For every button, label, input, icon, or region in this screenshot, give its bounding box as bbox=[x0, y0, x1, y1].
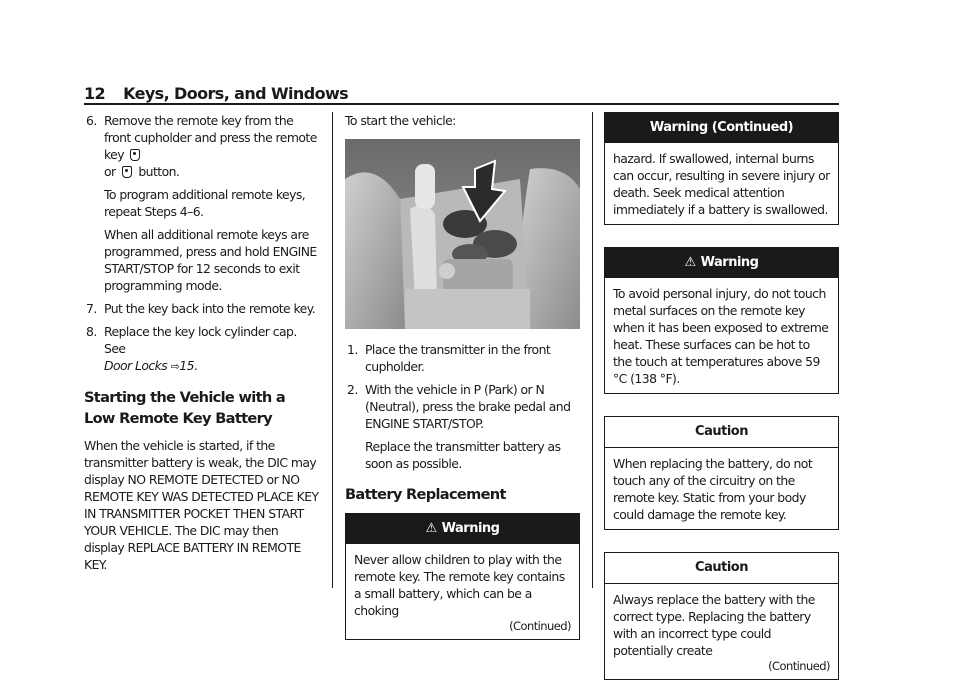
door-locks-link[interactable]: Door Locks bbox=[104, 358, 168, 373]
step-6 bbox=[84, 112, 319, 294]
cupholder-photo bbox=[345, 139, 580, 329]
step-7 bbox=[84, 300, 319, 317]
section-body-low-battery: When the vehicle is started, if the transmitter battery is weak, the DIC may display NO REMOTE DETECTED or NO REMOTE KEY WAS DETECTED PLACE KEY IN TRANSMITTER POCKET THEN START YOUR VEHICLE. The DIC may then display REPLACE BATTERY IN REMOTE KEY. bbox=[84, 438, 319, 572]
warning-header: ⚠ Warning bbox=[605, 248, 838, 278]
warning-continued-header: Warning (Continued) bbox=[605, 113, 838, 143]
punctuation: . bbox=[193, 358, 198, 373]
page-number: 12 bbox=[84, 84, 106, 103]
caution-box-1 bbox=[604, 416, 839, 530]
intro-text: To start the vehicle: bbox=[345, 113, 456, 128]
column-2 bbox=[345, 112, 580, 640]
warning-icon: ⚠ bbox=[684, 255, 696, 270]
column-1 bbox=[84, 112, 319, 579]
step-text: With the vehicle in P (Park) or N (Neutral), press the brake pedal and ENGINE START/STOP. bbox=[365, 382, 571, 431]
page-ref-number[interactable]: 15 bbox=[179, 358, 194, 373]
caution-header: Caution bbox=[605, 417, 838, 448]
column-3 bbox=[604, 112, 839, 680]
column-divider-1 bbox=[332, 112, 333, 588]
step-text: Place the transmitter in the front cupholder. bbox=[365, 342, 551, 374]
header-rule bbox=[84, 103, 839, 105]
unlock-icon bbox=[122, 166, 132, 178]
step-number: 8. bbox=[86, 324, 97, 339]
step-text-or: or bbox=[104, 164, 116, 179]
step-number: 1. bbox=[347, 342, 358, 357]
step-text: Put the key back into the remote key. bbox=[104, 301, 316, 316]
warning-icon: ⚠ bbox=[425, 521, 437, 536]
caution-box-2 bbox=[604, 552, 839, 680]
warning-continued-box bbox=[604, 112, 839, 225]
warning-box-1 bbox=[345, 513, 580, 640]
step-1 bbox=[345, 341, 580, 375]
continued-label: (Continued) bbox=[768, 659, 830, 673]
step-number: 2. bbox=[347, 382, 358, 397]
step-8 bbox=[84, 323, 319, 375]
warning-body: Never allow children to play with the remote key. The remote key contains a small battery, which can be a choking (Continued) bbox=[354, 552, 571, 633]
warning-continued-body: hazard. If swallowed, internal burns can occur, resulting in severe injury or death. Seek medical attention immediately if a battery is swallowed. bbox=[613, 151, 830, 217]
step-number: 6. bbox=[86, 113, 97, 128]
page-header bbox=[84, 84, 839, 103]
step-text-button: button. bbox=[138, 164, 180, 179]
warning-header: ⚠ Warning bbox=[346, 514, 579, 544]
column-divider-2 bbox=[592, 112, 593, 588]
section-title-low-battery: Starting the Vehicle with a Low Remote Key Battery bbox=[84, 389, 286, 427]
step-text: Replace the key lock cylinder cap. See bbox=[104, 324, 297, 356]
chapter-title: Keys, Doors, and Windows bbox=[123, 84, 349, 103]
step-2 bbox=[345, 381, 580, 472]
caution-body: When replacing the battery, do not touch any of the circuitry on the remote key. Static from your body could damage the remote key. bbox=[613, 456, 813, 522]
caution-header: Caution bbox=[605, 553, 838, 584]
step-6-note-2: When all additional remote keys are programmed, press and hold ENGINE START/STOP for 12 seconds to exit programming mode. bbox=[104, 227, 317, 293]
step-6-note-1: To program additional remote keys, repeat Steps 4–6. bbox=[104, 187, 306, 219]
section-title-battery-replacement: Battery Replacement bbox=[345, 486, 506, 503]
step-text: Remove the remote key from the front cupholder and press the remote key bbox=[104, 113, 317, 162]
continued-label: (Continued) bbox=[509, 619, 571, 633]
page-ref-arrow-icon: ⇨ bbox=[170, 360, 180, 373]
step-2-note: Replace the transmitter battery as soon as possible. bbox=[365, 439, 561, 471]
step-number: 7. bbox=[86, 301, 97, 316]
caution-body: Always replace the battery with the correct type. Replacing the battery with an incorrect type could potentially create (Continued) bbox=[613, 592, 830, 673]
warning-body: To avoid personal injury, do not touch metal surfaces on the remote key when it has been exposed to extreme heat. These surfaces can be hot to the touch at temperatures above 59 °C (138 °F). bbox=[613, 286, 829, 386]
warning-box-2 bbox=[604, 247, 839, 394]
lock-icon bbox=[130, 149, 140, 161]
